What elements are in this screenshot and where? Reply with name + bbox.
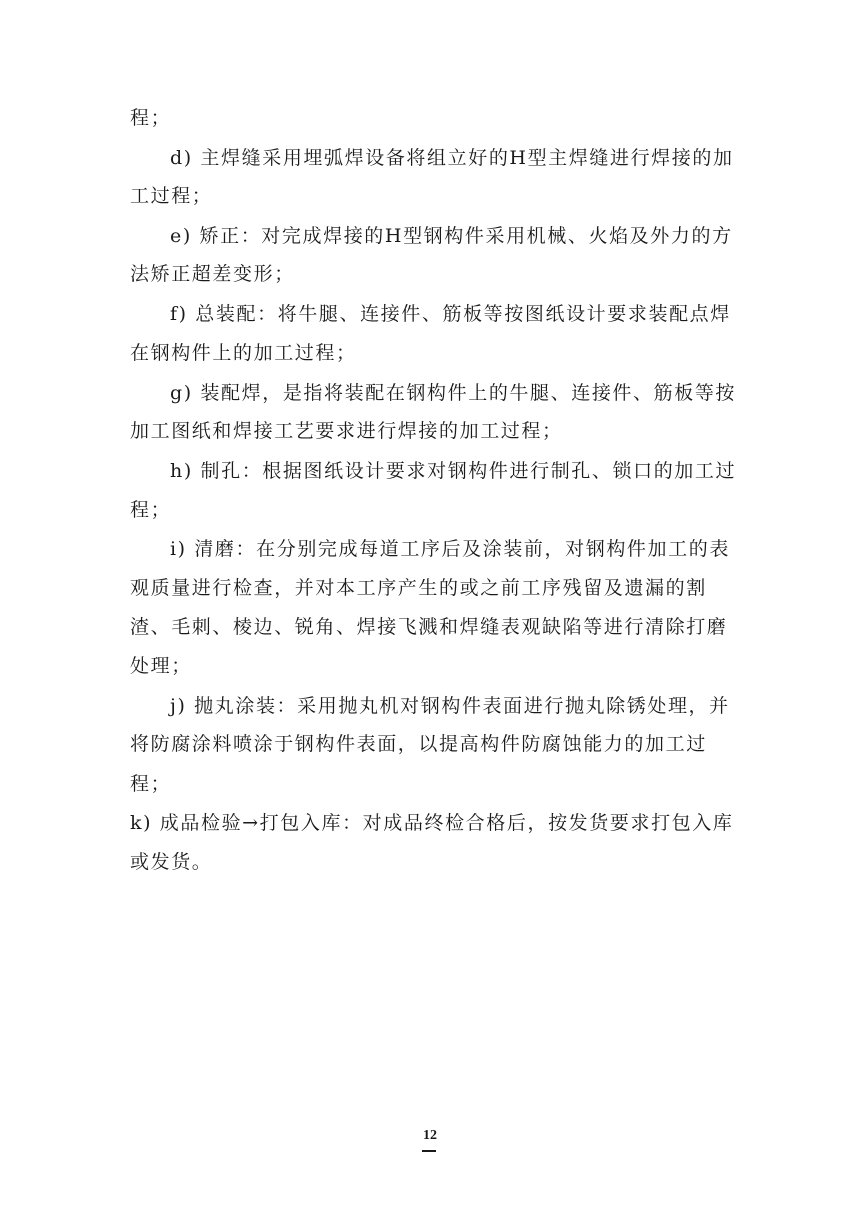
item-j-line-1: j) 抛丸涂装：采用抛丸机对钢构件表面进行抛丸除锈处理，并 — [170, 695, 730, 717]
text-line-continuation: 程； — [130, 107, 172, 129]
item-e-line-2: 法矫正超差变形； — [130, 263, 295, 285]
item-i-line-4: 处理； — [130, 655, 192, 677]
page-number-underline — [422, 1150, 436, 1152]
item-k-line-1: k) 成品检验→打包入库：对成品终检合格后，按发货要求打包入库 — [130, 812, 734, 834]
item-h-line-1: h) 制孔：根据图纸设计要求对钢构件进行制孔、锁口的加工过 — [170, 460, 737, 482]
item-f-line-2: 在钢构件上的加工过程； — [130, 342, 357, 364]
item-g-line-2: 加工图纸和焊接工艺要求进行焊接的加工过程； — [130, 420, 563, 442]
item-g-line-1: g) 装配焊，是指将装配在钢构件上的牛腿、连接件、筋板等按 — [170, 382, 737, 404]
item-i-line-3: 渣、毛刺、棱边、锐角、焊接飞溅和焊缝表观缺陷等进行清除打磨 — [130, 616, 728, 638]
item-f-line-1: f) 总装配：将牛腿、连接件、筋板等按图纸设计要求装配点焊 — [170, 303, 731, 325]
item-j-line-3: 程； — [130, 773, 172, 795]
item-i-line-2: 观质量进行检查，并对本工序产生的或之前工序残留及遗漏的割 — [130, 577, 707, 599]
item-d-line-1: d) 主焊缝采用埋弧焊设备将组立好的H型主焊缝进行焊接的加 — [170, 147, 734, 169]
page-number: 12 — [423, 1128, 437, 1143]
item-e-line-1: e) 矫正：对完成焊接的H型钢构件采用机械、火焰及外力的方 — [170, 225, 733, 247]
item-i-line-1: i) 清磨：在分别完成每道工序后及涂装前，对钢构件加工的表 — [170, 538, 730, 560]
item-j-line-2: 将防腐涂料喷涂于钢构件表面，以提高构件防腐蚀能力的加工过 — [130, 733, 707, 755]
item-h-line-2: 程； — [130, 499, 172, 521]
item-d-line-2: 工过程； — [130, 185, 213, 207]
item-k-line-2: 或发货。 — [130, 851, 213, 873]
